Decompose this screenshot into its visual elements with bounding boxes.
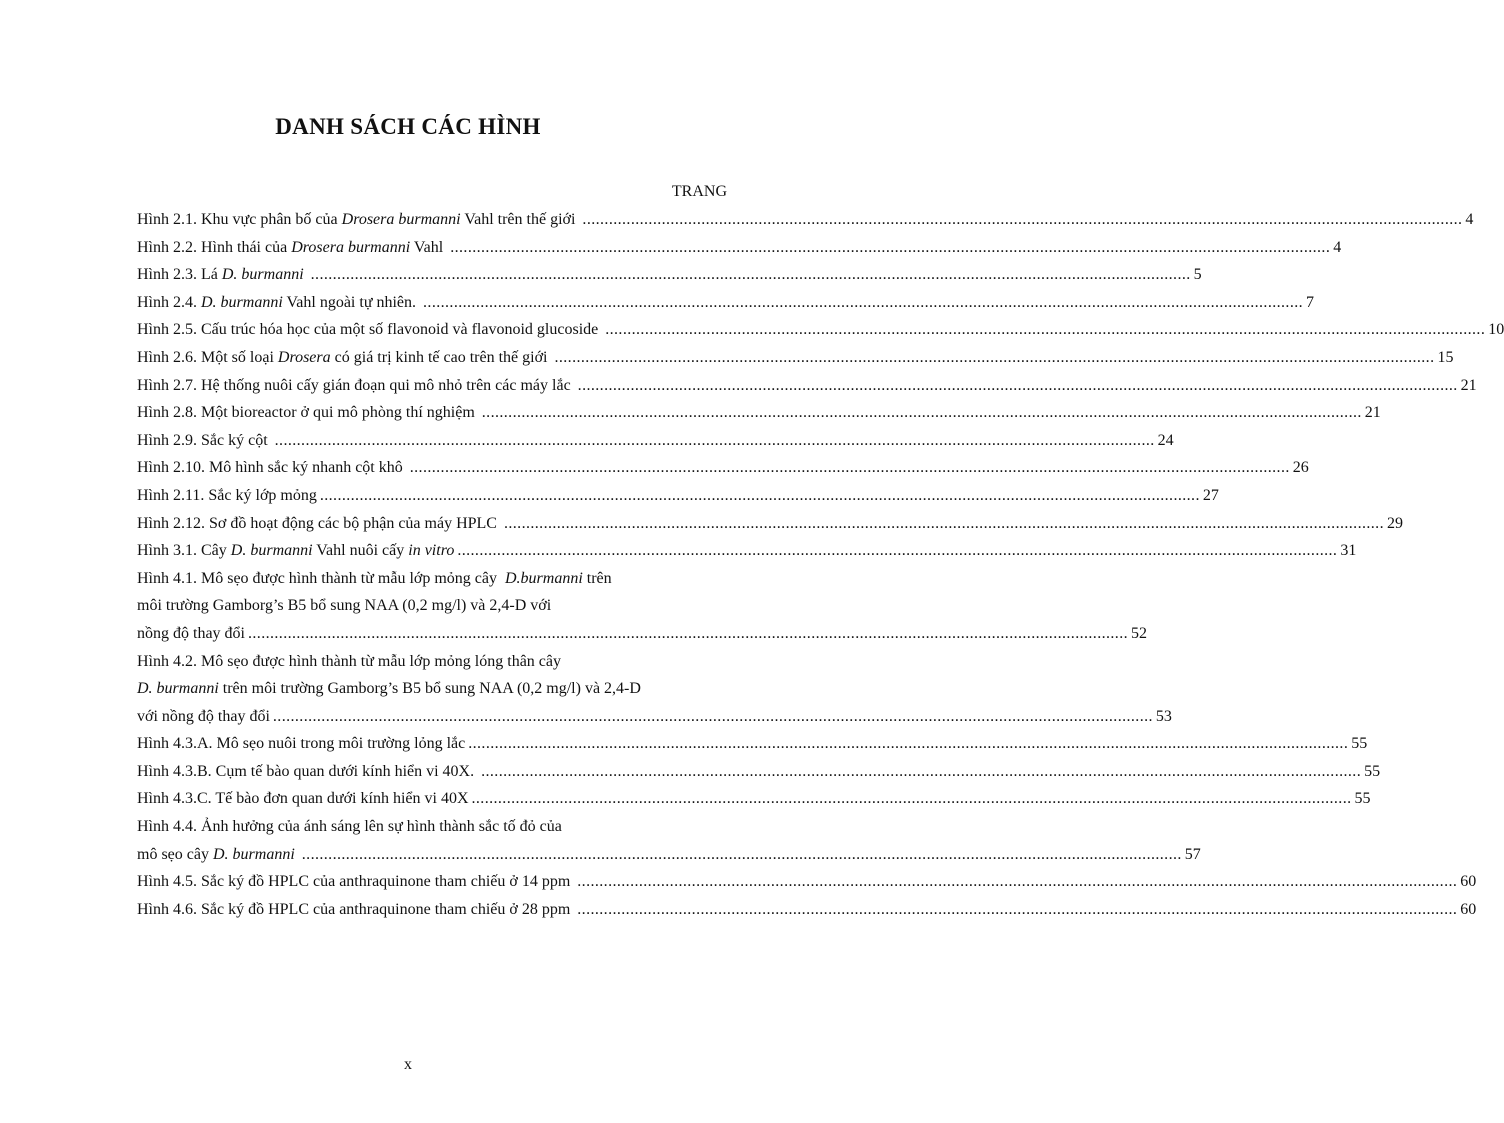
figure-caption-italic: Drosera [277,348,331,366]
figure-page-number: 4 [1465,211,1474,228]
figure-caption [137,818,562,836]
figure-caption-text: Hình 4.3.B. Cụm tế bào quan dưới kính hiển vi 40X. [137,762,479,780]
leader-dots [605,321,1485,339]
figure-page-number: 55 [1354,790,1371,808]
figure-list-item [137,514,1403,543]
figure-caption-text: Hình 4.5. Sắc ký đồ HPLC của anthraquinone tham chiếu ở 14 ppm [137,873,575,891]
figure-caption-text: Hình 4.2. Mô sẹo được hình thành từ mẫu lớp mỏng lóng thân cây [137,652,561,670]
figure-caption-text: nồng độ thay đổi [137,624,245,642]
figure-caption-text: Vahl nuôi cấy [312,542,409,560]
figure-caption [137,790,469,808]
figure-caption [137,515,501,533]
leader-dots [248,625,1128,643]
figure-caption-italic: D. burmanni [212,845,295,863]
figure-page-number: 29 [1386,514,1403,532]
figure-page-number: 7 [1306,293,1315,311]
figure-list-item [137,762,1381,791]
figure-page-number: 52 [1131,624,1147,642]
figure-caption [137,349,551,367]
leader-dots [468,735,1348,753]
figure-caption [137,487,317,505]
leader-dots [275,432,1155,450]
figure-caption-text: Hình 2.7. Hệ thống nuôi cấy gián đoạn qui mô nhỏ trên các máy lắc [137,376,575,394]
figure-caption-italic: D.burmanni [505,569,583,587]
figure-caption [137,459,407,477]
figure-page-number: 5 [1193,266,1202,284]
figure-caption-text: trên môi trường Gamborg’s B5 bổ sung NAA (0,2 mg/l) và 2,4-D [218,680,641,698]
leader-dots [302,846,1182,864]
figure-list-item [137,845,1201,874]
figure-caption-text: môi trường Gamborg’s B5 bổ sung NAA (0,2 mg/l) và 2,4-D với [137,597,552,615]
figure-caption [137,404,479,422]
figure-caption-text: Hình 4.4. Ảnh hưởng của ánh sáng lên sự hình thành sắc tố đỏ của [137,818,562,836]
figure-caption-text: Hình 3.1. Cây [137,542,231,560]
figure-list-item [137,404,1381,432]
leader-dots [472,790,1352,808]
page-title: DANH SÁCH CÁC HÌNH [275,114,541,139]
leader-dots [578,377,1458,395]
figure-caption [137,321,602,339]
page-number: x [404,1056,412,1073]
leader-dots [482,404,1362,422]
leader-dots [582,211,1462,229]
figure-list-item [137,321,1504,349]
figure-list-item [137,707,1172,736]
figure-caption [137,653,561,671]
figure-caption [137,239,447,257]
figure-caption-text: trên [582,569,612,587]
figure-page-number: 57 [1184,845,1201,863]
figure-page-number: 10 [1488,321,1504,339]
figure-caption-text: Hình 2.4. [137,293,201,311]
figure-caption [137,570,612,588]
figure-caption-text [295,846,299,863]
figure-page-number: 21 [1460,376,1477,394]
leader-dots [481,763,1361,781]
figure-list-item [137,266,1202,294]
figure-page-number: 27 [1202,486,1219,504]
figure-page-number: 60 [1460,900,1477,918]
figure-caption-text: Hình 2.10. Mô hình sắc ký nhanh cột khô [137,459,407,477]
figure-caption-text: Hình 4.3.C. Tế bào đơn quan dưới kính hiển vi 40X [137,790,469,808]
figure-page-number: 55 [1351,735,1368,753]
figure-list-item [137,873,1477,901]
figure-list-item [137,570,729,598]
figure-caption [137,294,420,312]
figure-page-number: 60 [1460,873,1477,891]
figure-caption-text: Vahl [410,238,448,256]
figure-list-item [137,376,1477,405]
figure-caption-text: Hình 2.5. Cấu trúc hóa học của một số flavonoid và flavonoid glucoside [137,321,603,339]
figure-caption [137,432,272,450]
figure-caption-text: Hình 2.12. Sơ đồ hoạt động các bộ phận của máy HPLC [137,514,501,532]
figure-caption-text: Vahl ngoài tự nhiên. [282,293,421,311]
figure-list-item [137,431,1174,460]
figure-caption [137,763,478,781]
figure-caption [137,542,454,560]
figure-list-item [137,238,1342,267]
figure-caption [137,901,574,919]
figure-page-number: 31 [1340,542,1357,560]
figure-caption-italic: D. burmanni [137,680,219,698]
leader-dots [457,542,1337,560]
figure-list-item [137,211,1474,239]
figure-page-number: 21 [1364,404,1381,422]
figure-page-number: 26 [1292,459,1309,477]
leader-dots [423,294,1303,312]
figure-list-item [137,348,1454,377]
leader-dots [311,266,1191,284]
leader-dots [273,708,1153,726]
figure-caption-italic: D. burmanni [201,293,283,311]
figure-caption-text: Hình 4.1. Mô sẹo được hình thành từ mẫu lớp mỏng cây [137,569,505,587]
figure-caption-text: Hình 2.9. Sắc ký cột [137,431,272,449]
figure-list-item [137,680,729,708]
figure-list-item [137,624,1147,653]
leader-dots [504,515,1384,533]
figure-list-item [137,293,1315,322]
figure-caption [137,377,575,395]
figure-caption [137,211,579,229]
figure-caption [137,846,299,864]
figure-page-number: 24 [1157,431,1174,449]
figure-caption [137,735,465,753]
figure-list-item [137,790,1371,818]
figure-caption [137,680,641,698]
figure-caption [137,597,551,615]
leader-dots [410,459,1290,477]
leader-dots [450,239,1330,257]
figure-caption-text: Hình 2.8. Một bioreactor ở qui mô phòng thí nghiệm [137,404,479,422]
figure-list-item [137,900,1477,929]
figure-list-item [137,653,729,681]
figure-caption-text: Hình 2.11. Sắc ký lớp mỏng [137,486,317,504]
figure-caption [137,625,245,643]
figure-list-item [137,459,1309,487]
figure-list-item [137,542,1357,570]
figure-caption [137,266,308,284]
figure-caption-text: Hình 2.2. Hình thái của [137,238,292,256]
figure-caption-text: Hình 2.3. Lá [137,266,222,284]
figure-list [137,211,1504,928]
figure-caption [137,708,270,726]
figure-list-item [137,818,729,846]
figure-caption-text [304,266,308,283]
figure-caption-text: với nồng độ thay đổi [137,707,270,725]
figure-caption-text: Hình 4.3.A. Mô sẹo nuôi trong môi trường lỏng lắc [137,735,466,753]
leader-dots [554,349,1434,367]
page-column-header: TRANG [671,183,727,200]
figure-caption-text: Hình 2.6. Một số loại [137,348,278,366]
figure-caption-italic: in vitro [408,542,455,560]
leader-dots [577,901,1457,919]
figure-page-number: 15 [1437,348,1454,366]
figure-caption [137,873,574,891]
figure-caption-italic: Drosera burmanni [341,211,461,228]
figure-page-number: 55 [1364,762,1381,780]
figure-caption-italic: D. burmanni [221,266,304,284]
figure-list-item [137,597,729,625]
leader-dots [577,873,1457,891]
figure-caption-italic: D. burmanni [230,542,313,560]
figure-caption-text: Hình 4.6. Sắc ký đồ HPLC của anthraquinone tham chiếu ở 28 ppm [137,900,575,918]
figure-list-item [137,486,1219,515]
leader-dots [320,487,1200,505]
figure-page-number: 4 [1333,238,1342,256]
figure-caption-text: mô sẹo cây [137,845,213,863]
figure-caption-italic: Drosera burmanni [291,238,411,256]
figure-list-item [137,735,1368,763]
figure-page-number: 53 [1155,707,1172,725]
figure-caption-text: Vahl trên thế giới [460,211,580,228]
figure-caption-text: Hình 2.1. Khu vực phân bố của [137,211,342,228]
figure-caption-text: có giá trị kinh tế cao trên thế giới [330,348,552,366]
